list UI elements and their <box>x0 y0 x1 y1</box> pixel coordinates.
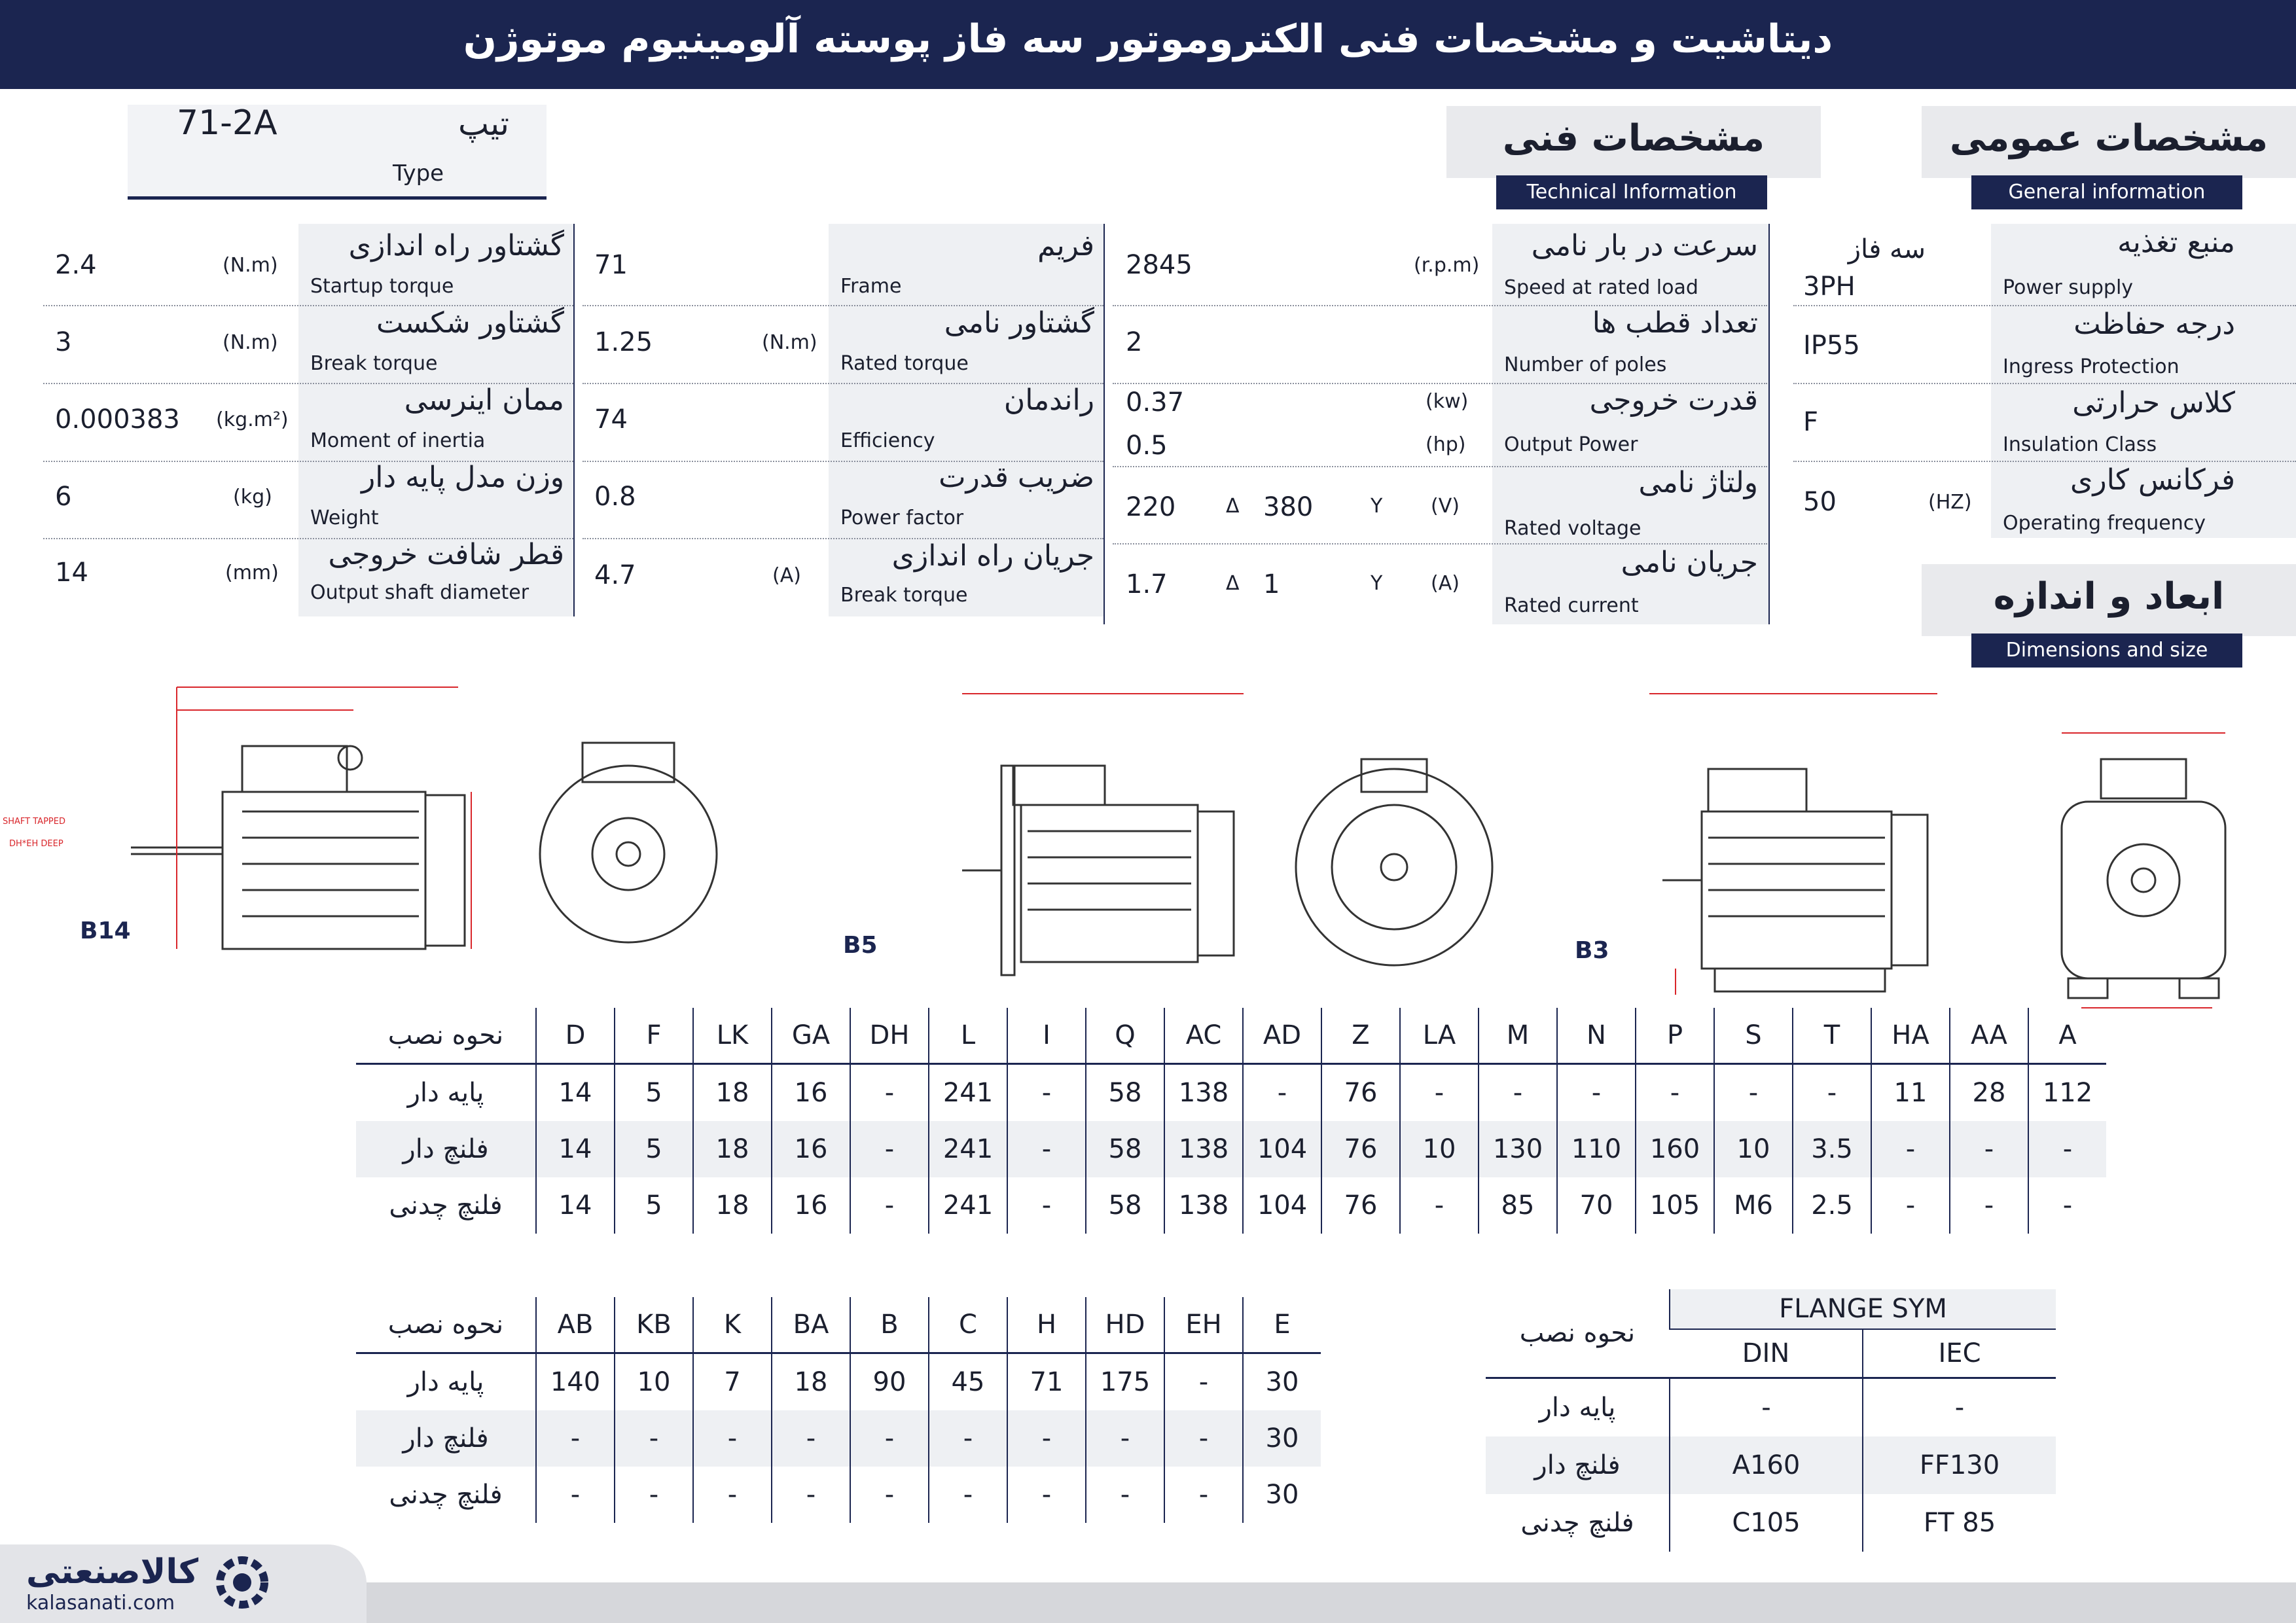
technical-label-fa: فریم <box>1037 229 1094 262</box>
table-cell: 71 <box>1007 1353 1086 1411</box>
table-row <box>1486 1378 2056 1437</box>
technical-label-fa: گشتاور نامی <box>944 306 1094 340</box>
table-header: C <box>929 1297 1007 1353</box>
table-cell: 241 <box>929 1121 1007 1177</box>
table-header: Q <box>1086 1008 1164 1064</box>
general-value-2: 3PH <box>1803 272 1856 302</box>
general-value: F <box>1803 407 1819 437</box>
row-label: پایه دار <box>407 1078 484 1108</box>
table-header: D <box>536 1008 615 1064</box>
table-cell: - <box>1007 1467 1086 1523</box>
table-cell: 16 <box>772 1064 850 1122</box>
table-row <box>356 1353 1321 1411</box>
table-cell: 130 <box>1479 1121 1557 1177</box>
table-cell: 241 <box>929 1177 1007 1234</box>
technical-label-en: Rated current <box>1504 594 1639 617</box>
table-cell: 10 <box>1400 1121 1479 1177</box>
table-header: AB <box>536 1297 615 1353</box>
table-cell: - <box>1636 1064 1714 1122</box>
table-cell: 104 <box>1243 1121 1321 1177</box>
table-header: K <box>693 1297 772 1353</box>
table-header: I <box>1007 1008 1086 1064</box>
technical-label-fa: ولتاژ نامی <box>1638 466 1758 499</box>
table-cell: 10 <box>615 1353 693 1411</box>
table-header: A <box>2028 1008 2106 1064</box>
technical-symbol: Δ <box>1226 495 1240 518</box>
table-cell: - <box>1479 1064 1557 1122</box>
table-header: HA <box>1871 1008 1950 1064</box>
separator <box>1768 224 1770 624</box>
technical-value: 2 <box>1126 327 1143 357</box>
table-header: P <box>1636 1008 1714 1064</box>
technical-value-2: 380 <box>1263 492 1314 522</box>
table-cell: - <box>1007 1410 1086 1467</box>
technical-value-2: 1 <box>1263 569 1280 599</box>
table-cell: - <box>693 1467 772 1523</box>
technical-value: 2.4 <box>55 250 97 280</box>
technical-label-fa: تعداد قطب ها <box>1592 306 1758 340</box>
table-corner: نحوه نصب <box>356 1008 536 1064</box>
table-cell: 7 <box>693 1353 772 1411</box>
table-row <box>1486 1436 2056 1494</box>
technical-unit: (A) <box>1431 572 1460 595</box>
technical-value: 1.25 <box>594 327 653 357</box>
general-label-fa: فرکانس کاری <box>2070 463 2235 497</box>
table-cell: 140 <box>536 1353 615 1411</box>
table-cell: C105 <box>1670 1494 1863 1552</box>
diagram-label-b3: B3 <box>1575 937 1609 964</box>
table-cell: 105 <box>1636 1177 1714 1234</box>
technical-label-en: Weight <box>310 507 379 529</box>
gear-icon <box>209 1550 275 1615</box>
page-title: دیتاشیت و مشخصات فنی الکتروموتور سه فاز پوسته آلومینیوم موتوژن <box>463 16 1833 62</box>
dh-deep-note: DH*EH DEEP <box>9 839 63 849</box>
section-technical-title: مشخصات فنی <box>1446 106 1821 178</box>
table-header: IEC <box>1863 1329 2056 1378</box>
technical-unit: (mm) <box>225 562 279 584</box>
section-dimensions-title: ابعاد و اندازه <box>1922 564 2296 636</box>
logo-name: کالاصنعتی <box>26 1552 199 1592</box>
table-cell: 241 <box>929 1064 1007 1122</box>
table-header-row <box>356 1008 2106 1064</box>
technical-label-fa: ضریب قدرت <box>939 461 1094 494</box>
table-cell: 76 <box>1321 1177 1400 1234</box>
table-cell: 70 <box>1557 1177 1636 1234</box>
table-cell: 18 <box>693 1121 772 1177</box>
table-cell: 18 <box>772 1353 850 1411</box>
table-header: Z <box>1321 1008 1400 1064</box>
row-divider <box>1793 461 2296 462</box>
row-divider <box>1793 305 2296 306</box>
table-cell: 76 <box>1321 1121 1400 1177</box>
flange-table <box>1486 1289 2056 1552</box>
table-cell: 14 <box>536 1121 615 1177</box>
table-header: B <box>850 1297 929 1353</box>
table-cell: - <box>1400 1064 1479 1122</box>
table-cell: M6 <box>1714 1177 1793 1234</box>
general-label-fa: منبع تغذیه <box>2117 226 2235 259</box>
type-label-en: Type <box>393 160 444 187</box>
technical-label-fa: ممان اینرسی <box>404 383 564 417</box>
row-label: فلنچ چدنی <box>389 1480 503 1510</box>
table-header: H <box>1007 1297 1086 1353</box>
table-cell: 30 <box>1243 1353 1321 1411</box>
table-cell: 5 <box>615 1064 693 1122</box>
table-cell: 5 <box>615 1177 693 1234</box>
table-header-row <box>1486 1289 2056 1329</box>
table-cell: 10 <box>1714 1121 1793 1177</box>
diagram-label-b14: B14 <box>80 918 131 944</box>
technical-symbol-2: Y <box>1371 495 1383 518</box>
table-row <box>356 1410 1321 1467</box>
table-header: F <box>615 1008 693 1064</box>
technical-label-en: Output shaft diameter <box>310 581 529 604</box>
technical-label-fa: سرعت در بار نامی <box>1531 229 1758 262</box>
general-value: سه فاز <box>1848 234 1926 264</box>
section-general-subtitle: General information <box>1971 175 2242 209</box>
table-cell: - <box>850 1467 929 1523</box>
general-label-fa: درجه حفاظت <box>2073 308 2235 341</box>
table-cell: 138 <box>1164 1177 1243 1234</box>
section-general-title: مشخصات عمومی <box>1922 106 2296 178</box>
row-divider <box>1113 543 1767 544</box>
dimensions-table-2 <box>356 1297 1321 1523</box>
technical-value: 3 <box>55 327 72 357</box>
table-header: AD <box>1243 1008 1321 1064</box>
table-cell: 30 <box>1243 1410 1321 1467</box>
table-cell: 18 <box>693 1177 772 1234</box>
table-cell: - <box>1714 1064 1793 1122</box>
table-cell: FT 85 <box>1863 1494 2056 1552</box>
table-header: AC <box>1164 1008 1243 1064</box>
table-cell: 85 <box>1479 1177 1557 1234</box>
table-header: BA <box>772 1297 850 1353</box>
table-header: M <box>1479 1008 1557 1064</box>
table-header: KB <box>615 1297 693 1353</box>
table-cell: - <box>1557 1064 1636 1122</box>
general-label-en: Operating frequency <box>2003 512 2206 535</box>
table-cell: - <box>615 1410 693 1467</box>
technical-value: 2845 <box>1126 250 1193 280</box>
table-cell: A160 <box>1670 1436 1863 1494</box>
table-cell: - <box>772 1410 850 1467</box>
technical-label-en: Break torque <box>310 352 438 375</box>
technical-label-en: Frame <box>840 275 902 298</box>
table-cell: - <box>850 1177 929 1234</box>
table-cell: - <box>536 1410 615 1467</box>
technical-label-fa: راندمان <box>1003 383 1094 417</box>
technical-label-fa: قطر شافت خروجی <box>328 538 564 571</box>
technical-unit-2: (hp) <box>1426 433 1466 456</box>
table-cell: 58 <box>1086 1064 1164 1122</box>
table-cell: 138 <box>1164 1064 1243 1122</box>
technical-label-en: Power factor <box>840 507 964 529</box>
general-label-fa: کلاس حرارتی <box>2072 386 2235 419</box>
table-header-row <box>356 1297 1321 1353</box>
row-label: پایه دار <box>1539 1393 1616 1423</box>
table-header: EH <box>1164 1297 1243 1353</box>
table-cell: 3.5 <box>1793 1121 1871 1177</box>
table-cell: 58 <box>1086 1177 1164 1234</box>
table-cell: - <box>1164 1467 1243 1523</box>
general-unit: (HZ) <box>1928 491 1972 514</box>
table-cell: 5 <box>615 1121 693 1177</box>
table-cell: - <box>850 1121 929 1177</box>
table-header: LA <box>1400 1008 1479 1064</box>
general-value: 50 <box>1803 487 1837 517</box>
row-label: فلنچ دار <box>356 1410 536 1467</box>
table-header: LK <box>693 1008 772 1064</box>
technical-label-en: Rated torque <box>840 352 969 375</box>
motor-side-view-b14 <box>131 746 465 949</box>
diagram-label-b5: B5 <box>843 932 878 959</box>
row-label: فلنچ چدنی <box>389 1190 503 1221</box>
table-cell: 30 <box>1243 1467 1321 1523</box>
technical-unit: (N.m) <box>762 331 817 354</box>
table-cell: 45 <box>929 1353 1007 1411</box>
table-cell: - <box>1086 1410 1164 1467</box>
table-cell: - <box>1670 1378 1863 1437</box>
technical-label-en: Speed at rated load <box>1504 276 1698 299</box>
row-label: فلنچ دار <box>1486 1436 1670 1494</box>
table-cell: - <box>929 1410 1007 1467</box>
table-header: L <box>929 1008 1007 1064</box>
table-header: T <box>1793 1008 1871 1064</box>
table-cell: - <box>929 1467 1007 1523</box>
table-cell: 160 <box>1636 1121 1714 1177</box>
table-cell: 76 <box>1321 1064 1400 1122</box>
table-header: DH <box>850 1008 929 1064</box>
technical-label-en: Efficiency <box>840 429 935 452</box>
technical-value: 71 <box>594 250 628 280</box>
table-cell: - <box>1793 1064 1871 1122</box>
motor-side-view-b5 <box>962 766 1234 975</box>
table-cell: 138 <box>1164 1121 1243 1177</box>
general-label-en: Insulation Class <box>2003 433 2157 456</box>
technical-label-fa: گشتاور راه اندازی <box>348 229 564 262</box>
technical-label-fa: قدرت خروجی <box>1589 383 1758 417</box>
technical-unit: (kg.m²) <box>216 408 289 431</box>
technical-value: 0.000383 <box>55 404 180 435</box>
technical-unit: (r.p.m) <box>1414 254 1480 277</box>
table-cell: 175 <box>1086 1353 1164 1411</box>
table-cell: 14 <box>536 1064 615 1122</box>
table-cell: FF130 <box>1863 1436 2056 1494</box>
table-header: N <box>1557 1008 1636 1064</box>
table-cell: 104 <box>1243 1177 1321 1234</box>
technical-symbol: Δ <box>1226 572 1240 595</box>
section-technical-subtitle: Technical Information <box>1496 175 1767 209</box>
technical-value-2: 0.5 <box>1126 431 1168 461</box>
table-cell: - <box>1007 1177 1086 1234</box>
technical-value: 6 <box>55 482 72 512</box>
table-header: HD <box>1086 1297 1164 1353</box>
technical-label-en: Moment of inertia <box>310 429 486 452</box>
table-cell: - <box>772 1467 850 1523</box>
table-cell: - <box>2028 1177 2106 1234</box>
table-cell: - <box>1086 1467 1164 1523</box>
table-cell: 110 <box>1557 1121 1636 1177</box>
technical-label-en: Startup torque <box>310 275 454 298</box>
table-header: AA <box>1950 1008 2028 1064</box>
table-cell: - <box>1164 1410 1243 1467</box>
technical-label-fa: جریان نامی <box>1621 546 1758 579</box>
table-cell: - <box>2028 1121 2106 1177</box>
separator <box>573 224 575 616</box>
table-cell: - <box>1950 1177 2028 1234</box>
separator <box>1103 224 1105 624</box>
row-label: پایه دار <box>407 1367 484 1397</box>
technical-label-en: Number of poles <box>1504 353 1667 376</box>
general-label-en: Ingress Protection <box>2003 355 2179 378</box>
technical-unit: (N.m) <box>223 254 278 277</box>
table-cell: - <box>1007 1064 1086 1122</box>
table-cell: - <box>1400 1177 1479 1234</box>
section-dimensions-subtitle: Dimensions and size <box>1971 633 2242 668</box>
motor-drawings <box>0 681 2296 1021</box>
table-header: GA <box>772 1008 850 1064</box>
motor-front-view-b5 <box>1296 759 1492 965</box>
technical-unit: (A) <box>772 564 801 587</box>
table-header: DIN <box>1670 1329 1863 1378</box>
row-label: فلنچ چدنی <box>1520 1508 1634 1538</box>
table-cell: - <box>693 1410 772 1467</box>
row-divider <box>1793 383 2296 384</box>
table-row <box>1486 1494 2056 1552</box>
table-cell: - <box>1863 1378 2056 1437</box>
table-cell: 11 <box>1871 1064 1950 1122</box>
table-cell: 28 <box>1950 1064 2028 1122</box>
logo-url: kalasanati.com <box>26 1592 175 1614</box>
table-row <box>356 1177 2106 1234</box>
table-cell: 2.5 <box>1793 1177 1871 1234</box>
technical-label-fa: وزن مدل پایه دار <box>361 461 564 494</box>
motor-side-view-b3 <box>1662 769 1928 991</box>
table-cell: - <box>536 1467 615 1523</box>
technical-value: 14 <box>55 558 88 588</box>
table-cell: - <box>850 1410 929 1467</box>
technical-unit: (V) <box>1431 495 1460 518</box>
technical-value: 0.8 <box>594 482 636 512</box>
technical-unit: (N.m) <box>223 331 278 354</box>
table-cell: - <box>1871 1121 1950 1177</box>
technical-label-en: Break torque <box>840 584 968 607</box>
technical-value: 4.7 <box>594 560 636 590</box>
row-label: فلنچ دار <box>356 1121 536 1177</box>
table-cell: 14 <box>536 1177 615 1234</box>
technical-value: 1.7 <box>1126 569 1168 599</box>
technical-value: 220 <box>1126 492 1176 522</box>
technical-unit: (kg) <box>233 486 272 508</box>
table-cell: 16 <box>772 1121 850 1177</box>
technical-value: 74 <box>594 404 628 435</box>
table-cell: - <box>850 1064 929 1122</box>
table-cell: - <box>1007 1121 1086 1177</box>
technical-label-fa: گشتاور شکست <box>376 306 564 340</box>
table-row <box>356 1121 2106 1177</box>
table-cell: 112 <box>2028 1064 2106 1122</box>
table-header: E <box>1243 1297 1321 1353</box>
technical-label-fa: جریان راه اندازی <box>891 539 1094 573</box>
table-row <box>356 1064 2106 1122</box>
motor-front-view-b3 <box>2062 759 2225 998</box>
type-label-fa: تیپ <box>458 105 510 143</box>
table-cell: 90 <box>850 1353 929 1411</box>
table-cell: 18 <box>693 1064 772 1122</box>
table-header: S <box>1714 1008 1793 1064</box>
dimensions-table-1 <box>356 1008 2106 1234</box>
general-value: IP55 <box>1803 330 1860 361</box>
shaft-tapped-note: SHAFT TAPPED <box>3 817 65 827</box>
table-cell: 16 <box>772 1177 850 1234</box>
table-corner: نحوه نصب <box>1486 1289 1670 1378</box>
table-corner: نحوه نصب <box>356 1297 536 1353</box>
table-row <box>356 1467 1321 1523</box>
technical-label-en: Output Power <box>1504 433 1638 456</box>
motor-front-view-b14 <box>540 743 717 942</box>
table-cell: - <box>1950 1121 2028 1177</box>
technical-value: 0.37 <box>1126 387 1185 418</box>
table-cell: - <box>615 1467 693 1523</box>
table-cell: - <box>1164 1353 1243 1411</box>
flange-title: FLANGE SYM <box>1670 1289 2056 1329</box>
type-value: 71-2A <box>177 103 278 143</box>
technical-label-en: Rated voltage <box>1504 517 1641 540</box>
table-cell: - <box>1871 1177 1950 1234</box>
table-cell: - <box>1243 1064 1321 1122</box>
technical-unit: (kw) <box>1426 390 1469 413</box>
general-label-en: Power supply <box>2003 276 2134 299</box>
table-cell: 58 <box>1086 1121 1164 1177</box>
technical-symbol-2: Y <box>1371 572 1383 595</box>
